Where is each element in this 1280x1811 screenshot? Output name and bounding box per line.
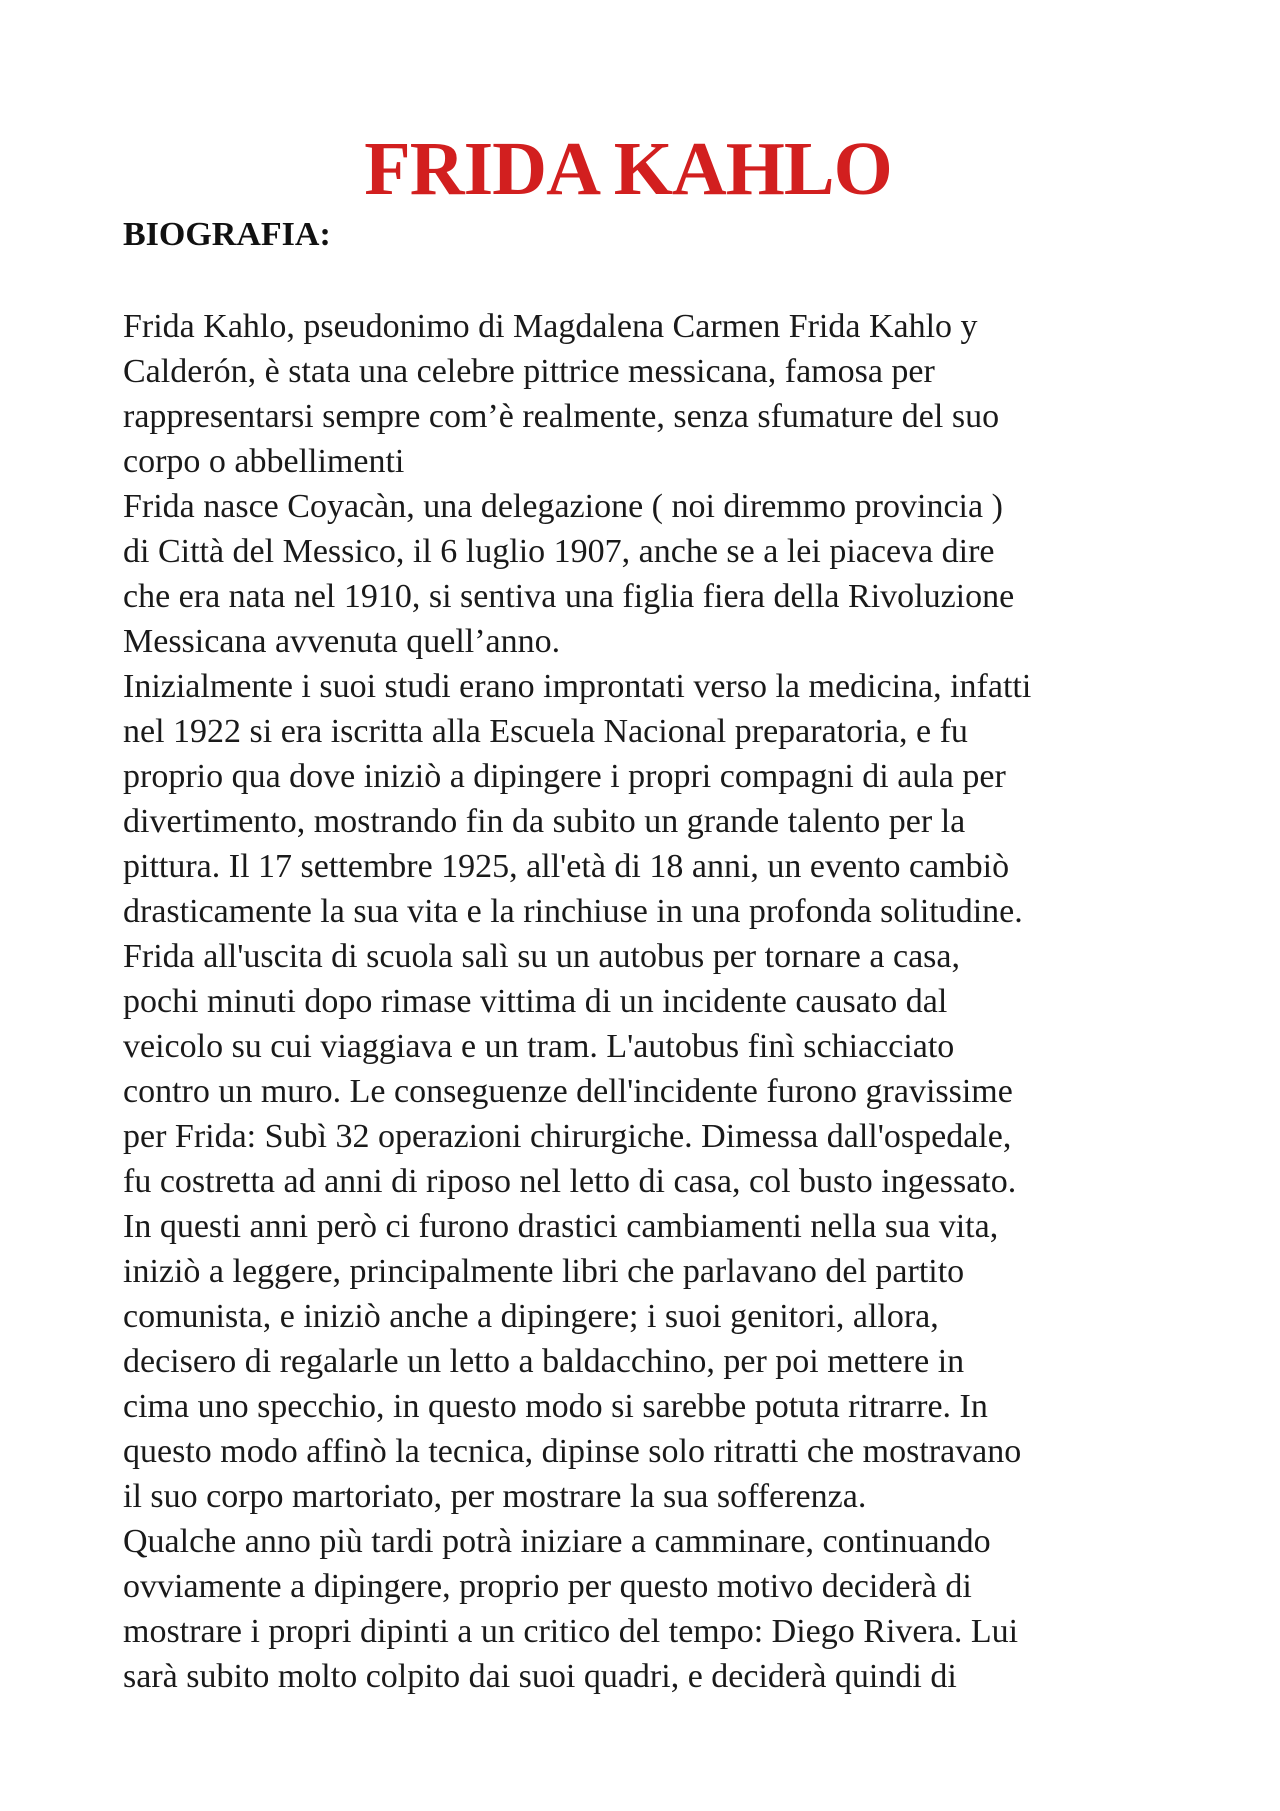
biography-text [123, 304, 1183, 1699]
document-title: FRIDA KAHLO [364, 127, 892, 211]
text-line: ovviamente a dipingere, proprio per questo motivo deciderà di [123, 1568, 972, 1605]
text-line: pochi minuti dopo rimase vittima di un incidente causato dal [123, 983, 948, 1020]
text-line: veicolo su cui viaggiava e un tram. L'autobus finì schiacciato [123, 1028, 955, 1065]
text-line: In questi anni però ci furono drastici cambiamenti nella sua vita, [123, 1208, 999, 1245]
text-line: nel 1922 si era iscritta alla Escuela Nacional preparatoria, e fu [123, 713, 968, 750]
text-line: contro un muro. Le conseguenze dell'incidente furono gravissime [123, 1073, 1013, 1110]
section-heading: BIOGRAFIA: [123, 216, 331, 253]
text-line: questo modo affinò la tecnica, dipinse solo ritratti che mostravano [123, 1433, 1022, 1470]
text-line: per Frida: Subì 32 operazioni chirurgiche. Dimessa dall'ospedale, [123, 1118, 1012, 1155]
text-line: pittura. Il 17 settembre 1925, all'età di 18 anni, un evento cambiò [123, 848, 1010, 885]
text-line: mostrare i propri dipinti a un critico del tempo: Diego Rivera. Lui [123, 1613, 1019, 1650]
text-line: sarà subito molto colpito dai suoi quadri, e deciderà quindi di [123, 1658, 957, 1695]
text-line: divertimento, mostrando fin da subito un grande talento per la [123, 803, 966, 840]
text-line: proprio qua dove iniziò a dipingere i propri compagni di aula per [123, 758, 1006, 795]
text-line: rappresentarsi sempre com’è realmente, senza sfumature del suo [123, 398, 1000, 435]
text-line: che era nata nel 1910, si sentiva una figlia fiera della Rivoluzione [123, 578, 1015, 615]
text-line: cima uno specchio, in questo modo si sarebbe potuta ritrarre. In [123, 1388, 988, 1425]
text-line: fu costretta ad anni di riposo nel letto di casa, col busto ingessato. [123, 1163, 1017, 1200]
text-line: Frida all'uscita di scuola salì su un autobus per tornare a casa, [123, 938, 960, 975]
text-line: Frida nasce Coyacàn, una delegazione ( noi diremmo provincia ) [123, 488, 1003, 525]
text-line: Frida Kahlo, pseudonimo di Magdalena Carmen Frida Kahlo y [123, 308, 978, 345]
text-line: corpo o abbellimenti [123, 443, 405, 480]
text-line: iniziò a leggere, principalmente libri che parlavano del partito [123, 1253, 965, 1290]
text-line: Calderón, è stata una celebre pittrice messicana, famosa per [123, 353, 935, 390]
text-line: Qualche anno più tardi potrà iniziare a camminare, continuando [123, 1523, 991, 1560]
text-line: di Città del Messico, il 6 luglio 1907, anche se a lei piaceva dire [123, 533, 995, 570]
text-line: comunista, e iniziò anche a dipingere; i suoi genitori, allora, [123, 1298, 939, 1335]
text-line: Inizialmente i suoi studi erano improntati verso la medicina, infatti [123, 668, 1032, 705]
text-line: Messicana avvenuta quell’anno. [123, 623, 561, 660]
text-line: decisero di regalarle un letto a baldacchino, per poi mettere in [123, 1343, 965, 1380]
text-line: drasticamente la sua vita e la rinchiuse in una profonda solitudine. [123, 893, 1023, 930]
text-line: il suo corpo martoriato, per mostrare la sua sofferenza. [123, 1478, 867, 1515]
